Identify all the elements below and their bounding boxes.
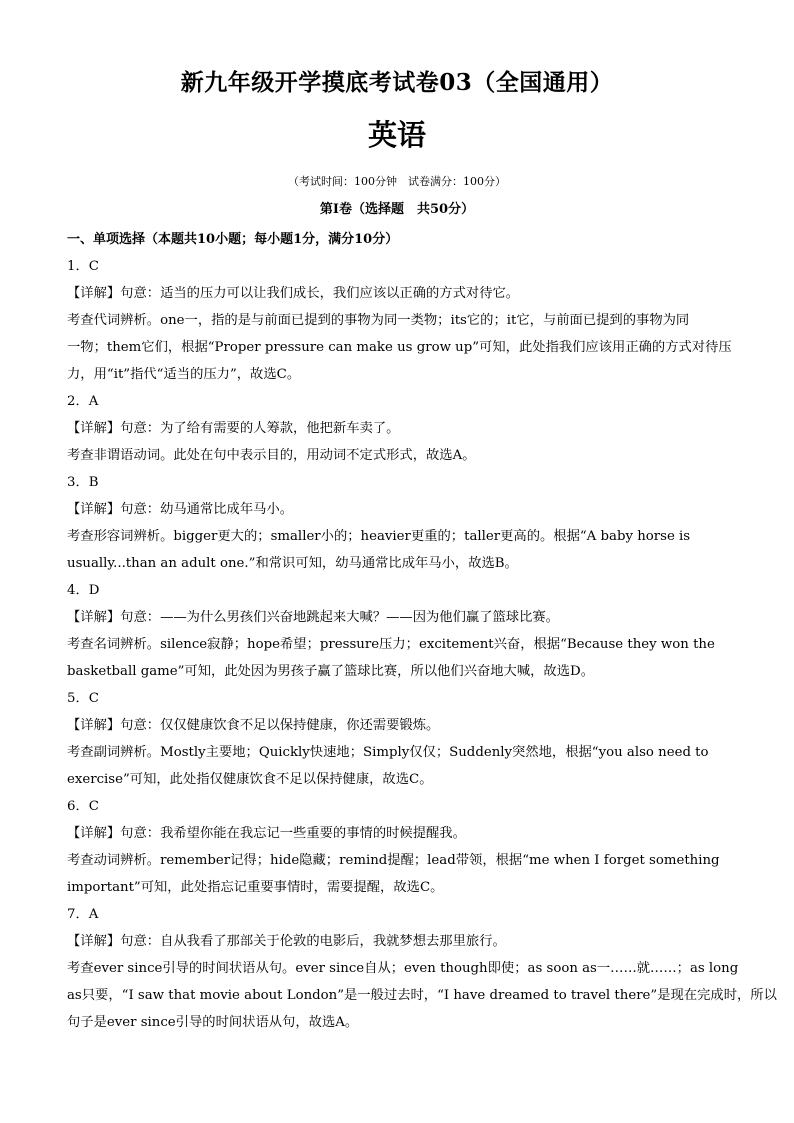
answer-line: 1．C (67, 259, 99, 274)
question-item-1 (67, 253, 732, 388)
section-heading: 一、单项选择（本题共10小题；每小题1分，满分10分） (67, 232, 399, 247)
meaning-line: 【详解】句意：为了给有需要的人筹款，他把新车卖了。 (67, 421, 400, 436)
analysis-line: usually...than an adult one.”和常识可知，幼马通常比成年马小，故选B。 (67, 556, 518, 571)
analysis-line: 力，用“it”指代“适当的压力”，故选C。 (67, 367, 301, 382)
question-item-5 (67, 685, 727, 793)
meaning-line: 【详解】句意：自从我看了那部关于伦敦的电影后，我就梦想去那里旅行。 (67, 934, 506, 949)
analysis-line: basketball game”可知，此处因为男孩子赢了篮球比赛，所以他们兴奋地大喊，故选D。 (67, 664, 594, 679)
meaning-line: 【详解】句意：适当的压力可以让我们成长，我们应该以正确的方式对待它。 (67, 286, 520, 301)
question-item-4 (67, 577, 727, 685)
part-title: 第Ⅰ卷（选择题 共50分） (319, 202, 475, 217)
analysis-line: 考查非谓语动词。此处在句中表示目的，用动词不定式形式，故选A。 (67, 448, 476, 463)
meaning-line: 【详解】句意：仅仅健康饮食不足以保持健康，你还需要锻炼。 (67, 718, 440, 733)
question-item-7 (67, 901, 777, 1036)
analysis-line: 考查副词辨析。Mostly主要地；Quickly快速地；Simply仅仅；Suddenly突然地，根据“you also need to (67, 745, 709, 760)
analysis-line: 考查形容词辨析。bigger更大的；smaller小的；heavier更重的；taller更高的。根据“A baby horse is (67, 529, 691, 544)
analysis-line: exercise”可知，此处指仅健康饮食不足以保持健康，故选C。 (67, 772, 433, 787)
analysis-line: 考查代词辨析。one一，指的是与前面已提到的事物为同一类物；its它的；it它，与前面已提到的事物为同 (67, 313, 690, 328)
analysis-line: 考查ever since引导的时间状语从句。ever since自从；even though即使；as soon as一……就……；as long (67, 961, 739, 976)
question-item-2 (67, 388, 727, 469)
answer-line: 7．A (67, 907, 99, 922)
answer-line: 2．A (67, 394, 99, 409)
analysis-line: important”可知，此处指忘记重要事情时，需要提醒，故选C。 (67, 880, 444, 895)
answer-line: 3．B (67, 475, 99, 490)
subject-title: 英语 (367, 118, 426, 152)
meaning-line: 【详解】句意：我希望你能在我忘记一些重要的事情的时候提醒我。 (67, 826, 466, 841)
meaning-line: 【详解】句意：——为什么男孩们兴奋地跳起来大喊？——因为他们赢了篮球比赛。 (67, 610, 559, 625)
answer-line: 6．C (67, 799, 99, 814)
analysis-line: 考查动词辨析。remember记得；hide隐藏；remind提醒；lead带领，根据“me when I forget something (67, 853, 720, 868)
analysis-line: as只要，“I saw that movie about London”是一般过去时，“I have dreamed to travel there”是现在完成时，所以 (67, 988, 777, 1003)
answer-line: 4．D (67, 583, 100, 598)
question-item-6 (67, 793, 727, 901)
meaning-line: 【详解】句意：幼马通常比成年马小。 (67, 502, 294, 517)
exam-info: （考试时间：100分钟 试卷满分：100分） (288, 175, 506, 188)
analysis-line: 一物；them它们，根据“Proper pressure can make us grow up”可知，此处指我们应该用正确的方式对待压 (67, 340, 732, 355)
analysis-line: 句子是ever since引导的时间状语从句，故选A。 (67, 1015, 359, 1030)
exam-title: 新九年级开学摸底考试卷03（全国通用） (180, 69, 614, 96)
answer-body (67, 226, 777, 1036)
analysis-line: 考查名词辨析。silence寂静；hope希望；pressure压力；excitement兴奋，根据“Because they won the (67, 637, 715, 652)
answer-line: 5．C (67, 691, 99, 706)
question-item-3 (67, 469, 727, 577)
